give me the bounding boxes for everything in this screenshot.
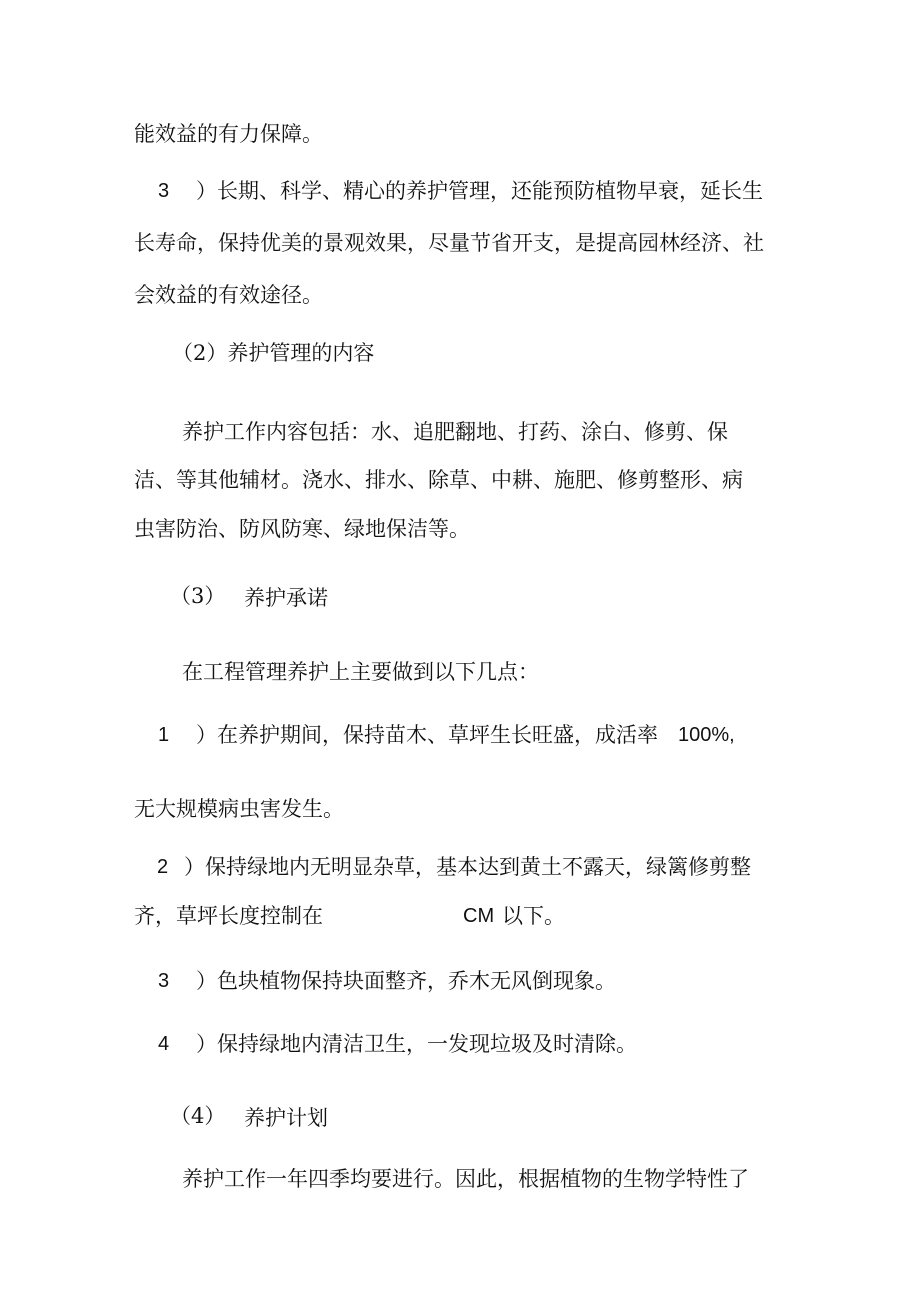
section-heading: 养护承诺	[244, 586, 328, 610]
section-number: （4）	[170, 1104, 226, 1128]
paragraph-line: 以下。	[502, 904, 565, 928]
paragraph-line: 无大规模病虫害发生。	[134, 797, 344, 821]
paragraph-line: 能效益的有力保障。	[134, 122, 323, 146]
paragraph-line: 会效益的有效途径。	[134, 283, 323, 307]
paragraph-line: ）保持绿地内无明显杂草，基本达到黄土不露天，绿篱修剪整	[184, 855, 751, 879]
paragraph-line: ）在养护期间，保持苗木、草坪生长旺盛，成活率	[196, 723, 658, 747]
paragraph-line: 在工程管理养护上主要做到以下几点：	[182, 660, 539, 684]
list-number: 2	[157, 856, 169, 878]
list-number: 3	[158, 970, 170, 992]
list-number: 1	[158, 724, 170, 746]
paragraph-line: ）色块植物保持块面整齐，乔木无风倒现象。	[196, 969, 616, 993]
paragraph-line: 虫害防治、防风防寒、绿地保洁等。	[134, 517, 470, 541]
paragraph-line: 齐，草坪长度控制在	[134, 904, 323, 928]
percentage-value: 100%,	[678, 724, 735, 746]
list-number: 4	[158, 1033, 170, 1055]
paragraph-line: ）保持绿地内清洁卫生，一发现垃圾及时清除。	[196, 1032, 637, 1056]
paragraph-line: 长寿命，保持优美的景观效果，尽量节省开支，是提高园林经济、社	[134, 231, 764, 255]
section-heading: 养护计划	[244, 1106, 328, 1130]
unit-label: CM	[463, 905, 495, 927]
paragraph-line: 养护工作内容包括：水、追肥翻地、打药、涂白、修剪、保	[182, 420, 728, 444]
paragraph-line: 洁、等其他辅材。浇水、排水、除草、中耕、施肥、修剪整形、病	[134, 468, 743, 492]
paragraph-line: 养护工作一年四季均要进行。因此，根据植物的生物学特性了	[182, 1167, 749, 1191]
paragraph-line: ）长期、科学、精心的养护管理，还能预防植物早衰，延长生	[196, 179, 763, 203]
section-heading: （2）养护管理的内容	[172, 341, 375, 365]
section-number: （3）	[170, 584, 226, 608]
list-number: 3	[158, 180, 170, 202]
